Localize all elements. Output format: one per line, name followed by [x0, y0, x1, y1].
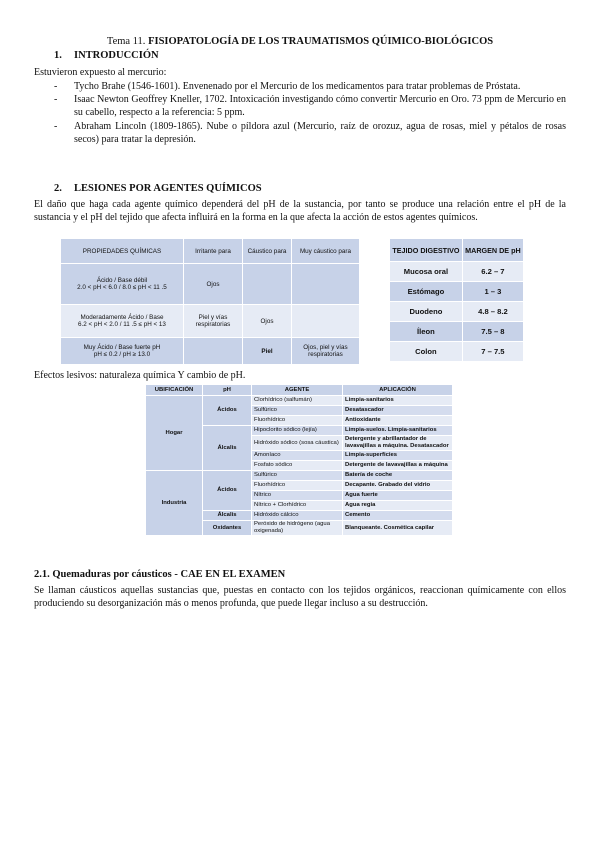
- title-text: FISIOPATOLOGÍA DE LOS TRAUMATISMOS QÚIMICO-BIOLÓGICOS: [148, 36, 494, 47]
- table-header: Cáustico para: [243, 239, 292, 264]
- ph-cell: Ácidos: [203, 396, 252, 426]
- table-row: Amoníaco Limpia-superficies: [146, 451, 453, 461]
- table-row: [61, 338, 360, 365]
- section-1-heading: [54, 50, 159, 61]
- chemical-properties-table: [60, 238, 360, 365]
- table-cell: Ojos, piel y vías respiratorias: [292, 338, 360, 365]
- table-row: Fosfato sódico Detergente de lavavajillas a máquina: [146, 461, 453, 471]
- location-cell: Hogar: [146, 396, 203, 471]
- table-header: MARGEN DE pH: [462, 239, 523, 262]
- table-row: Hogar Ácidos Clorhídrico (salfumán) Limpia-sanitarios: [146, 396, 453, 406]
- table-row: Hidróxido sódico (sosa cáustica) Detergente y abrillantador de lavavajillas a máquina. Desatascador: [146, 436, 453, 451]
- table-header: Irritante para: [184, 239, 243, 264]
- table-cell: [243, 264, 292, 305]
- section-2-paragraph: El daño que haga cada agente químico dependerá del pH de la sustancia, por tanto se produce una relación entre el pH de la sustancia y el pH del tejido que afecta influirá en la forma en la que afecta la acción de estos agentes químicos.: [34, 199, 566, 224]
- ph-cell: Álcalis: [203, 511, 252, 521]
- section-2-1-heading: 2.1. Quemaduras por cáusticos - CAE EN EL EXAMEN: [34, 569, 286, 580]
- table-row: Colon 7 – 7.5: [390, 342, 524, 362]
- table-cell: Ácido / Base débil 2.0 < pH < 6.0 / 8.0 ≤ pH < 11 .5: [61, 264, 184, 305]
- list-item: - Isaac Newton Geoffrey Kneller, 1702. Intoxicación investigando cómo convertir Mercurio en Oro. 73 ppm de Mercurio en su cabello, respecto a la referencia: 5 ppm.: [34, 93, 566, 119]
- table-cell: Piel y vías respiratorias: [184, 305, 243, 338]
- table-row: Nítrico + Clorhídrico Agua regia: [146, 501, 453, 511]
- chemical-agents-table: [145, 384, 453, 536]
- ph-cell: Ácidos: [203, 471, 252, 511]
- list-item: - Tycho Brahe (1546-1601). Envenenado por el Mercurio de los medicamentos para tratar problemas de Próstata.: [34, 80, 566, 93]
- table-row: Fluorhídrico Decapante. Grabado del vidrio: [146, 481, 453, 491]
- table-row: Mucosa oral 6.2 – 7: [390, 262, 524, 282]
- table-row: Íleon 7.5 – 8: [390, 322, 524, 342]
- list-item: - Abraham Lincoln (1809-1865). Nube o píldora azul (Mercurio, raíz de orozuz, agua de rosas, miel y pétalos de rosas secos) para tratar la depresión.: [34, 120, 566, 146]
- table-row: [61, 305, 360, 338]
- table-header: AGENTE: [252, 385, 343, 396]
- table-row: Duodeno 4.8 – 8.2: [390, 302, 524, 322]
- ph-cell: Oxidantes: [203, 521, 252, 536]
- table-cell: Moderadamente Ácido / Base 6.2 < pH < 2.0 / 11 .5 ≤ pH < 13: [61, 305, 184, 338]
- ph-cell: Álcalis: [203, 426, 252, 471]
- table-cell: Ojos: [184, 264, 243, 305]
- location-cell: Industria: [146, 471, 203, 536]
- table-row: Estómago 1 – 3: [390, 282, 524, 302]
- section-2-number: 2.: [54, 183, 62, 194]
- section-1-number: 1.: [54, 50, 62, 61]
- table-cell: [292, 305, 360, 338]
- table-row: Oxidantes Peróxido de hidrógeno (agua oxigenada) Blanqueante. Cosmética capilar: [146, 521, 453, 536]
- table-row: Fluorhídrico Antioxidante: [146, 416, 453, 426]
- section-2-heading: [54, 183, 262, 194]
- page-title: [0, 36, 600, 47]
- table-row: Álcalis Hipoclorito sódico (lejía) Limpia-suelos. Limpia-sanitarios: [146, 426, 453, 436]
- title-prefix: Tema 11.: [106, 36, 146, 47]
- table-header: pH: [203, 385, 252, 396]
- digestive-ph-table: [389, 238, 524, 362]
- table-cell: Ojos: [243, 305, 292, 338]
- table-cell: [292, 264, 360, 305]
- table-cell: [184, 338, 243, 365]
- table-header: APLICACIÓN: [343, 385, 453, 396]
- table-header: TEJIDO DIGESTIVO: [390, 239, 463, 262]
- table-cell: Muy Ácido / Base fuerte pH pH ≤ 0.2 / pH ≥ 13.0: [61, 338, 184, 365]
- section-2-1-paragraph: Se llaman cáusticos aquellas sustancias que, puestas en contacto con los tejidos orgánicos, reaccionan químicamente con ellos produciendo su desorganización más o menos profunda, que puede llegar incluso a su destrucción.: [34, 585, 566, 610]
- section-1-intro: Estuvieron expuesto al mercurio:: [34, 67, 167, 78]
- section-1-title: INTRODUCCIÓN: [74, 50, 159, 61]
- table-row: Industria Ácidos Sulfúrico Batería de coche: [146, 471, 453, 481]
- table-row: Nítrico Agua fuerte: [146, 491, 453, 501]
- table-header: PROPIEDADES QUÍMICAS: [61, 239, 184, 264]
- effects-text: Efectos lesivos: naturaleza química Y cambio de pH.: [34, 370, 246, 381]
- table-row: Álcalis Hidróxido cálcico Cemento: [146, 511, 453, 521]
- section-2-title: LESIONES POR AGENTES QUÍMICOS: [74, 183, 262, 194]
- mercury-list: [34, 80, 566, 146]
- table-row: Sulfúrico Desatascador: [146, 406, 453, 416]
- table-header: Muy cáustico para: [292, 239, 360, 264]
- table-cell: Piel: [243, 338, 292, 365]
- table-header: UBIFICACIÓN: [146, 385, 203, 396]
- table-row: [61, 264, 360, 305]
